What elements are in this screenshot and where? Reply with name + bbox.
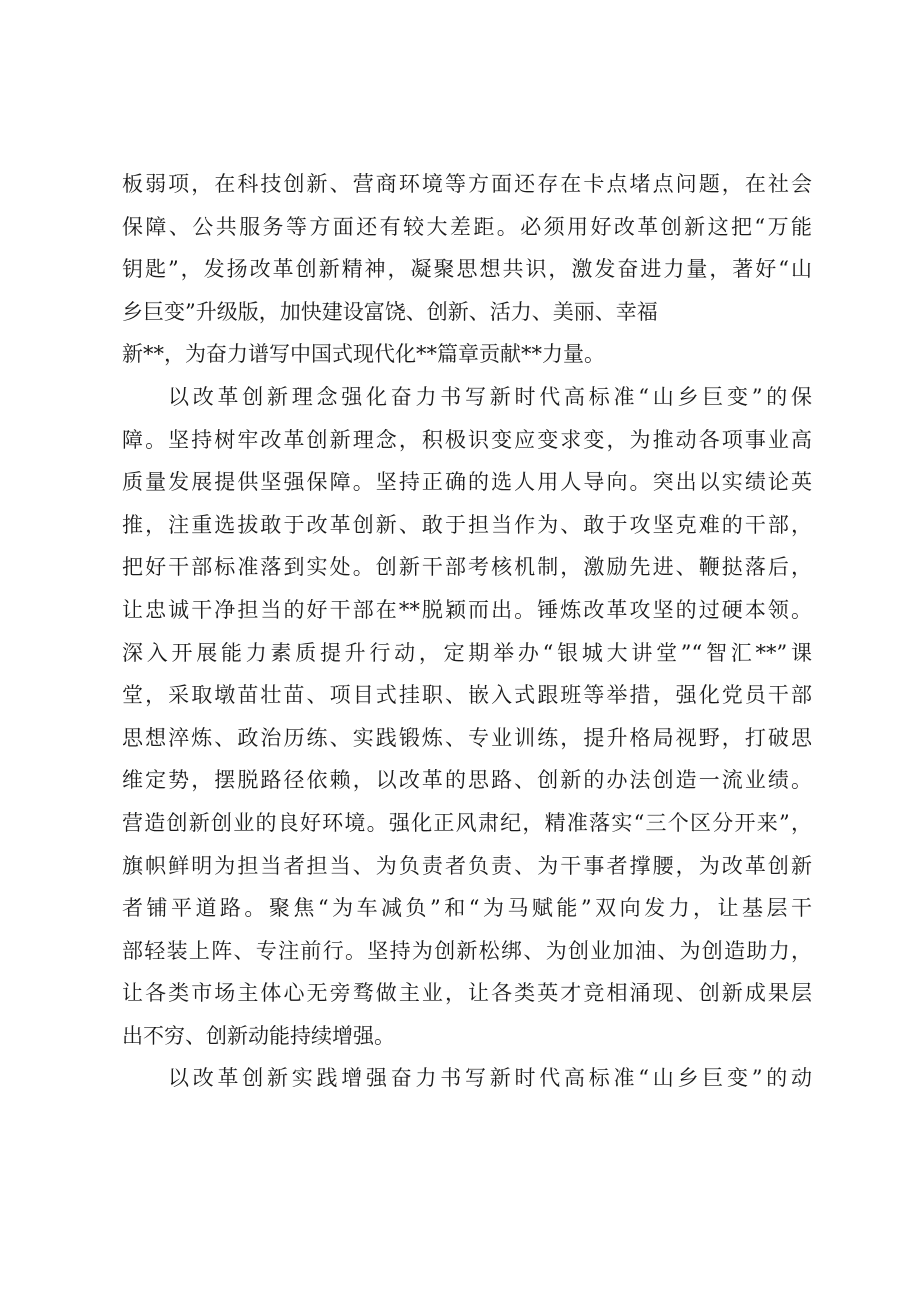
text-line: 让各类市场主体心无旁骛做主业，让各类英才竞相涌现、创新成果层 xyxy=(122,981,812,1006)
text-line: 推，注重选拔敢于改革创新、敢于担当作为、敢于攻坚克难的干部， xyxy=(122,512,812,537)
text-line: 以改革创新理念强化奋力书写新时代高标准“山乡巨变”的保 xyxy=(168,384,812,409)
text-line: 把好干部标准落到实处。创新干部考核机制，激励先进、鞭挞落后， xyxy=(122,555,812,580)
text-line: 新**，为奋力谱写中国式现代化**篇章贡献**力量。 xyxy=(122,342,605,367)
text-line: 者铺平道路。聚焦“为车减负”和“为马赋能”双向发力，让基层干 xyxy=(122,896,812,921)
text-line: 出不穷、创新动能持续增强。 xyxy=(122,1023,395,1048)
text-line: 质量发展提供坚强保障。坚持正确的选人用人导向。突出以实绩论英 xyxy=(122,470,812,495)
text-line: 乡巨变”升级版，加快建设富饶、创新、活力、美丽、幸福 xyxy=(122,299,658,324)
text-line: 障。坚持树牢改革创新理念，积极识变应变求变，为推动各项事业高 xyxy=(122,427,812,452)
text-line: 以改革创新实践增强奋力书写新时代高标准“山乡巨变”的动 xyxy=(168,1066,812,1091)
text-line: 旗帜鲜明为担当者担当、为负责者负责、为干事者撑腰，为改革创新 xyxy=(122,853,812,878)
text-line: 让忠诚干净担当的好干部在**脱颖而出。锤炼改革攻坚的过硬本领。 xyxy=(122,597,812,622)
document-body xyxy=(122,163,812,1100)
text-line: 深入开展能力素质提升行动，定期举办“银城大讲堂”“智汇**”课 xyxy=(122,640,812,665)
text-line: 部轻装上阵、专注前行。坚持为创新松绑、为创业加油、为创造助力， xyxy=(122,938,812,963)
text-line: 思想淬炼、政治历练、实践锻炼、专业训练，提升格局视野，打破思 xyxy=(122,725,812,750)
text-line: 维定势，摆脱路径依赖，以改革的思路、创新的办法创造一流业绩。 xyxy=(122,768,812,793)
text-line: 堂，采取墩苗壮苗、项目式挂职、嵌入式跟班等举措，强化党员干部 xyxy=(122,683,812,708)
text-line: 营造创新创业的良好环境。强化正风肃纪，精准落实“三个区分开来”， xyxy=(122,810,812,835)
text-line: 钥匙”，发扬改革创新精神，凝聚思想共识，激发奋进力量，著好“山 xyxy=(122,257,812,282)
text-line: 板弱项，在科技创新、营商环境等方面还存在卡点堵点问题，在社会 xyxy=(122,172,812,196)
text-line: 保障、公共服务等方面还有较大差距。必须用好改革创新这把“万能 xyxy=(122,214,812,239)
